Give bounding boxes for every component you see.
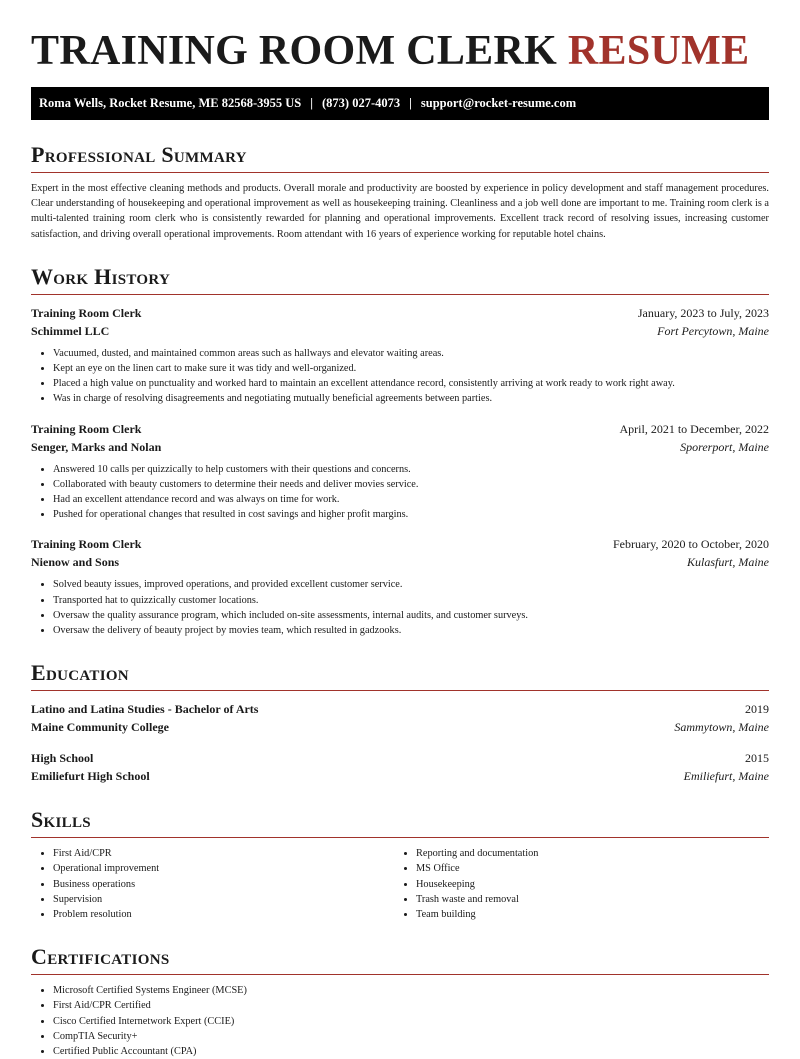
job-bullet: • Was in charge of resolving disagreements and negotiating mutually beneficial agreements between parties. [53, 391, 769, 406]
contact-separator: | [409, 96, 412, 110]
skills-section [31, 806, 769, 922]
certification-item: • CompTIA Security+ [53, 1029, 769, 1044]
certification-item: • Certified Public Accountant (CPA) [53, 1044, 769, 1059]
job-bullets [31, 346, 769, 407]
certifications-heading: Certifications [31, 944, 170, 970]
contact-phone: (873) 027-4073 [322, 96, 401, 110]
skill-item: • Team building [416, 907, 757, 922]
title-main: TRAINING ROOM CLERK [31, 28, 558, 74]
education-year: 2019 [745, 702, 769, 717]
contact-bar [31, 87, 769, 120]
skill-item: • Trash waste and removal [416, 892, 757, 907]
job-title: Training Room Clerk [31, 537, 142, 552]
job-dates: February, 2020 to October, 2020 [612, 537, 769, 552]
resume-title [31, 26, 769, 76]
job-bullet: • Oversaw the quality assurance program, which included on-site assessments, internal audits, and customer surveys. [53, 608, 769, 623]
job-location: Fort Percytown, Maine [657, 323, 769, 338]
contact-email: support@rocket-resume.com [420, 96, 577, 110]
education-degree: Latino and Latina Studies - Bachelor of Arts [31, 702, 259, 717]
certification-item: • Microsoft Certified Systems Engineer (MCSE) [53, 983, 769, 998]
skills-list [31, 846, 394, 922]
skills-column-left [31, 846, 394, 922]
job-entry [31, 420, 769, 523]
education-entry [31, 749, 769, 785]
skill-item: • Reporting and documentation [416, 846, 757, 861]
summary-text: Expert in the most effective cleaning methods and products. Overall morale and productivity are boosted by experience in policy development and staff management procedures. Clear understanding of housekeeping and operational improvement as well as housekeeping training. Cleanliness and a job well done are important to me. Training room clerk is a multi-talented training room clerk who is consistently rewarded for planning and operational improvements. Excellent track record of resolving issues, increasing customer satisfaction, and driving overall operational improvements. Room attendant with 16 years of experience working for reputable hotel chains. [31, 183, 769, 240]
job-bullet: • Solved beauty issues, improved operations, and provided excellent customer service. [53, 577, 769, 592]
education-section [31, 659, 769, 785]
job-bullets [31, 462, 769, 523]
job-entry [31, 535, 769, 638]
education-location: Sammytown, Maine [674, 720, 769, 735]
education-heading: Education [31, 660, 129, 686]
job-bullets [31, 577, 769, 638]
job-bullet: • Vacuumed, dusted, and maintained common areas such as hallways and elevator waiting areas. [53, 346, 769, 361]
job-location: Kulasfurt, Maine [686, 555, 769, 570]
work-history-heading: Work History [31, 263, 171, 289]
job-title: Training Room Clerk [31, 421, 142, 436]
education-degree: High School [31, 751, 94, 766]
job-entry [31, 304, 769, 407]
job-bullet: • Kept an eye on the linen cart to make sure it was tidy and well-organized. [53, 361, 769, 376]
skill-item: • First Aid/CPR [53, 846, 394, 861]
section-divider [31, 294, 769, 295]
job-bullet: • Oversaw the delivery of beauty project by movies team, which resulted in gadzooks. [53, 623, 769, 638]
education-school: Emiliefurt High School [31, 769, 150, 784]
certifications-section [31, 943, 769, 1059]
skill-item: • Housekeeping [416, 877, 757, 892]
contact-separator: | [310, 96, 314, 110]
section-divider [31, 690, 769, 691]
contact-address: Roma Wells, Rocket Resume, ME 82568-3955 US [39, 96, 302, 110]
skill-item: • Supervision [53, 892, 394, 907]
certifications-list [31, 983, 769, 1059]
job-bullet: • Pushed for operational changes that resulted in cost savings and higher profit margins. [53, 507, 769, 522]
skill-item: • Problem resolution [53, 907, 394, 922]
education-school: Maine Community College [31, 720, 169, 735]
job-dates: April, 2021 to December, 2022 [619, 421, 769, 436]
summary-section [31, 141, 769, 242]
skills-column-right [394, 846, 757, 922]
job-bullet: • Had an excellent attendance record and was always on time for work. [53, 492, 769, 507]
job-location: Sporerport, Maine [680, 439, 769, 454]
work-history-section [31, 263, 769, 638]
job-company: Nienow and Sons [31, 555, 120, 570]
job-company: Schimmel LLC [31, 323, 110, 338]
skills-list [394, 846, 757, 922]
job-bullet: • Transported hat to quizzically customer locations. [53, 593, 769, 608]
job-bullet: • Collaborated with beauty customers to determine their needs and deliver movies service. [53, 477, 769, 492]
section-divider [31, 172, 769, 173]
summary-heading: Professional Summary [31, 142, 247, 167]
job-dates: January, 2023 to July, 2023 [637, 305, 769, 320]
skills-heading: Skills [31, 807, 91, 833]
certification-item: • Cisco Certified Internetwork Expert (CCIE) [53, 1014, 769, 1029]
education-location: Emiliefurt, Maine [683, 769, 769, 784]
section-divider [31, 974, 769, 975]
skill-item: • Operational improvement [53, 861, 394, 876]
job-title: Training Room Clerk [31, 305, 142, 320]
job-company: Senger, Marks and Nolan [31, 439, 162, 454]
certification-item: • First Aid/CPR Certified [53, 998, 769, 1013]
section-divider [31, 837, 769, 838]
skill-item: • Business operations [53, 877, 394, 892]
resume-page [31, 0, 769, 1059]
title-accent: RESUME [567, 28, 750, 74]
skill-item: • MS Office [416, 861, 757, 876]
skills-columns [31, 846, 769, 922]
job-bullet: • Answered 10 calls per quizzically to help customers with their questions and concerns. [53, 462, 769, 477]
job-bullet: • Placed a high value on punctuality and worked hard to maintain an excellent attendance record, consistently arriving at work ready to work right away. [53, 376, 769, 391]
education-year: 2015 [745, 751, 769, 766]
education-entry [31, 700, 769, 736]
